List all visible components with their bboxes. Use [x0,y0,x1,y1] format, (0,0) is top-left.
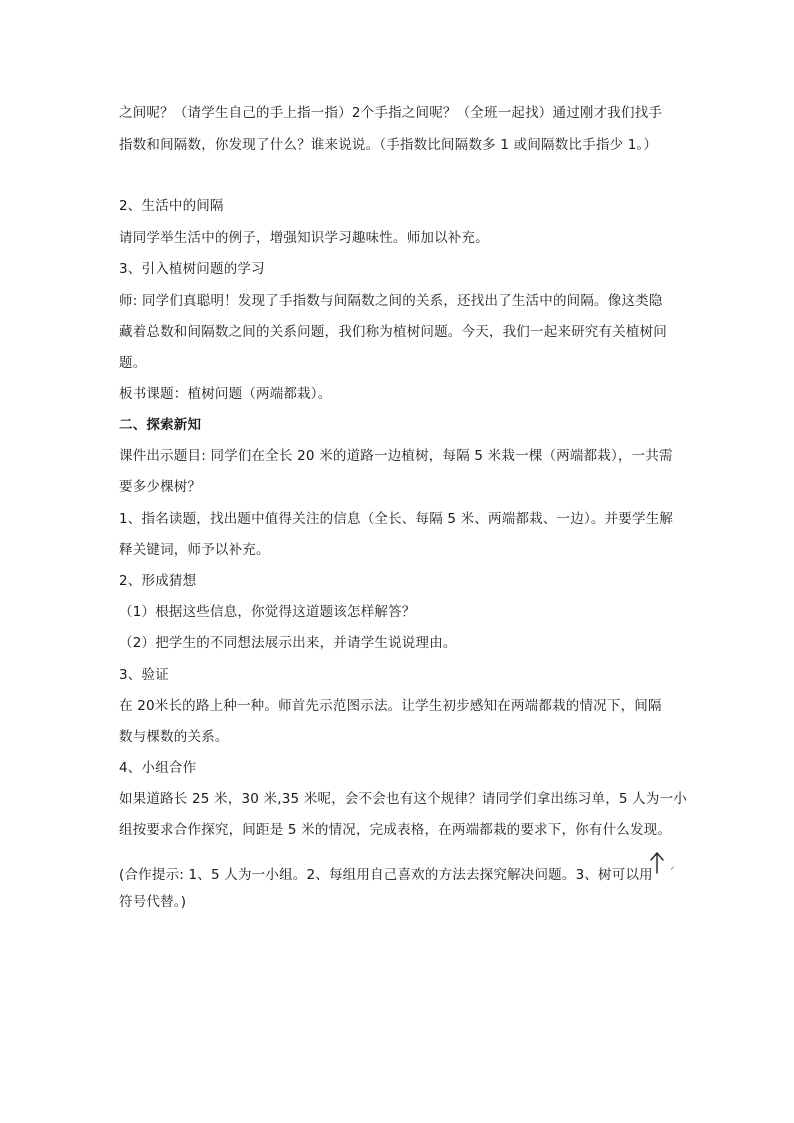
section-heading: 2、生活中的间隔 [119,198,224,214]
paragraph-line: 请同学举生活中的例子，增强知识学习趣味性。师加以补充。 [119,230,489,246]
paragraph-line: （1）根据这些信息，你觉得这道题该怎样解答？ [119,604,416,620]
section-heading: 2、形成猜想 [119,573,197,589]
paragraph-line: 要多少棵树？ [119,479,202,495]
paragraph-line: 师: 同学们真聪明！发现了手指数与间隔数之间的关系，还找出了生活中的间隔。像这类隐 [119,293,663,309]
paragraph-line: 在 20米长的路上种一种。师首先示范图示法。让学生初步感知在两端都栽的情况下，间隔 [119,698,662,714]
board-title-line: 板书课题：植树问题（两端都栽）。 [119,386,332,402]
paragraph-line: 1、指名读题，找出题中值得关注的信息（全长、每隔 5 米、两端都栽、一边）。并要学生解 [119,511,674,527]
paragraph-line: 符号代替。) [119,894,187,910]
paragraph-line: （2）把学生的不同想法展示出来，并请学生说说理由。 [119,635,457,651]
paragraph-line: 释关键词，师予以补充。 [119,542,270,558]
section-heading: 4、小组合作 [119,760,197,776]
tree-symbol-icon [648,851,666,875]
paragraph-line: 指数和间隔数，你发现了什么？谁来说说。（手指数比间隔数多 1 或间隔数比手指少 1。） [119,137,658,153]
paragraph-line: 如果道路长 25 米，30 米,35 米呢，会不会也有这个规律？请同学们拿出练习单，5 人为一小 [119,791,687,807]
section-heading: 3、引入植树问题的学习 [119,261,265,277]
paragraph-line: 课件出示题目: 同学们在全长 20 米的道路一边植树，每隔 5 米栽一棵（两端都栽），一共需 [119,448,673,464]
stray-mark: ⸝ [670,861,675,872]
paragraph-line: 数与棵数的关系。 [119,729,229,745]
paragraph-line: 题。 [119,355,147,371]
paragraph-line: (合作提示: 1、5 人为一小组。2、每组用自己喜欢的方法去探究解决问题。3、树可以用 [119,867,653,883]
paragraph-line: 之间呢？（请学生自己的手上指一指）2个手指之间呢？（全班一起找）通过刚才我们找手 [119,105,663,121]
paragraph-line: 藏着总数和间隔数之间的关系问题，我们称为植树问题。今天，我们一起来研究有关植树问 [119,324,667,340]
section-heading-bold: 二、探索新知 [119,417,202,433]
section-heading: 3、验证 [119,667,169,683]
paragraph-line: 组按要求合作探究，间距是 5 米的情况，完成表格，在两端都栽的要求下，你有什么发现。 [119,822,672,838]
